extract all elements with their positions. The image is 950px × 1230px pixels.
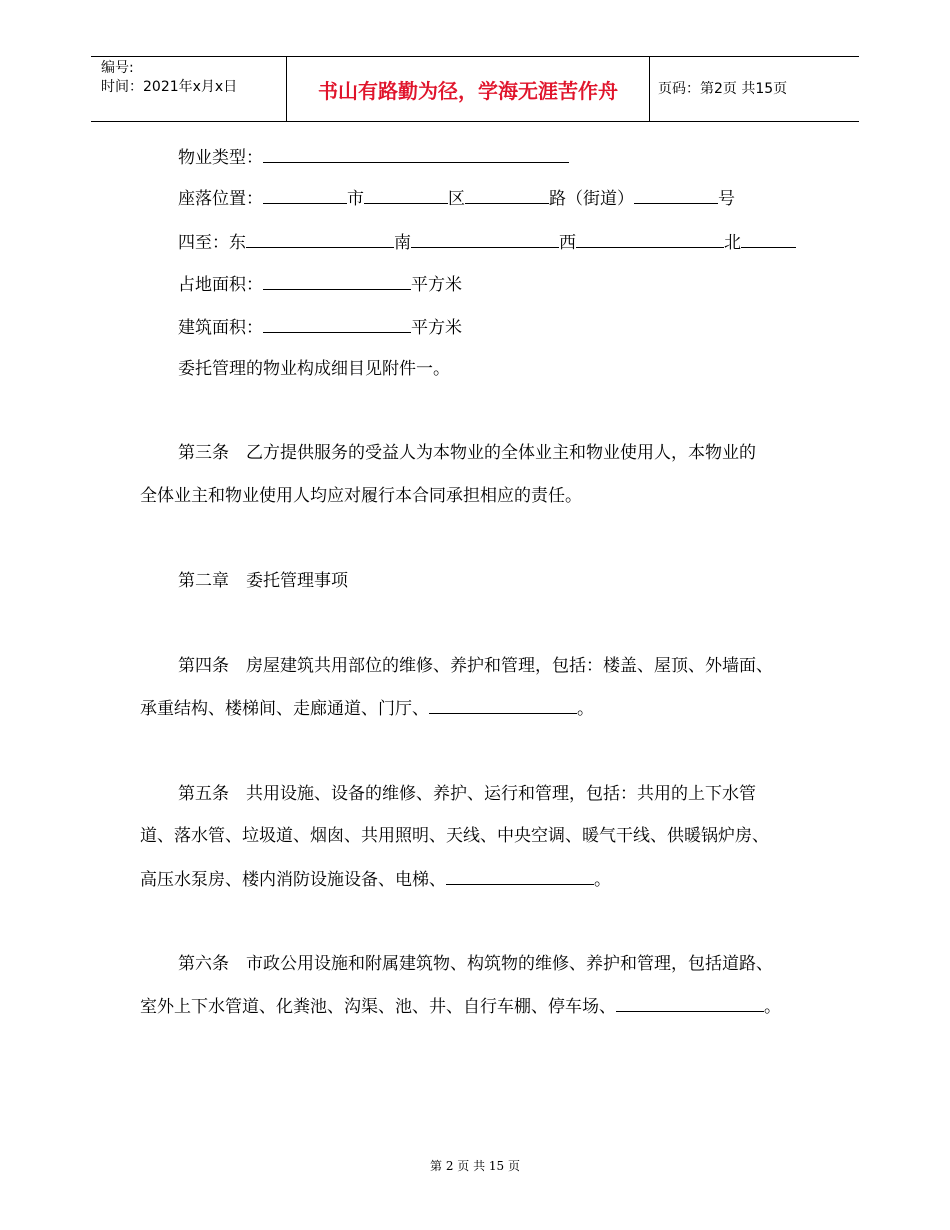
article6-blank[interactable] bbox=[616, 994, 764, 1012]
west-label: 西 bbox=[559, 233, 576, 253]
north-label: 北 bbox=[724, 233, 741, 253]
land-area-blank[interactable] bbox=[263, 272, 411, 290]
chapter2-heading: 第二章 委托管理事项 bbox=[178, 571, 348, 591]
header-top-rule bbox=[91, 56, 859, 57]
header-divider-right bbox=[649, 56, 650, 121]
article4-line1: 第四条 房屋建筑共用部位的维修、养护和管理，包括：楼盖、屋顶、外墙面、 bbox=[178, 656, 773, 676]
footer-page-number: 第 2 页 共 15 页 bbox=[430, 1159, 520, 1173]
article6-line2 bbox=[140, 994, 781, 1019]
article5-blank[interactable] bbox=[446, 867, 594, 885]
property-type-row bbox=[178, 145, 569, 170]
article5-line3 bbox=[140, 867, 611, 892]
boundaries-row bbox=[178, 230, 796, 255]
article5-line2: 道、落水管、垃圾道、烟囱、共用照明、天线、中央空调、暖气干线、供暖锅炉房、 bbox=[140, 826, 769, 846]
header-meta bbox=[101, 59, 237, 97]
location-row bbox=[178, 186, 735, 211]
article3-line2: 全体业主和物业使用人均应对履行本合同承担相应的责任。 bbox=[140, 486, 582, 506]
south-blank[interactable] bbox=[411, 230, 559, 248]
property-type-blank[interactable] bbox=[263, 145, 569, 163]
west-blank[interactable] bbox=[576, 230, 724, 248]
article4-line2-end: 。 bbox=[577, 699, 594, 719]
road-blank[interactable] bbox=[465, 186, 549, 204]
article4-line2 bbox=[140, 696, 594, 721]
city-label: 市 bbox=[347, 189, 364, 209]
city-blank[interactable] bbox=[263, 186, 347, 204]
land-area-label: 占地面积： bbox=[178, 275, 263, 295]
document-date-label: 时间：2021年x月x日 bbox=[101, 79, 238, 95]
header-bottom-rule bbox=[91, 121, 859, 122]
boundaries-label: 四至：东 bbox=[178, 233, 246, 253]
property-type-label: 物业类型： bbox=[178, 148, 263, 168]
header-page-label: 页码：第2页 共15页 bbox=[658, 81, 788, 97]
composition-note: 委托管理的物业构成细目见附件一。 bbox=[178, 359, 450, 379]
building-area-label: 建筑面积： bbox=[178, 318, 263, 338]
article6-line2-text: 室外上下水管道、化粪池、沟渠、池、井、自行车棚、停车场、 bbox=[140, 997, 616, 1017]
article5-line1: 第五条 共用设施、设备的维修、养护、运行和管理，包括：共用的上下水管 bbox=[178, 784, 756, 804]
district-label: 区 bbox=[448, 189, 465, 209]
north-blank[interactable] bbox=[741, 230, 796, 248]
article6-line2-end: 。 bbox=[764, 997, 781, 1017]
article4-line2-text: 承重结构、楼梯间、走廊通道、门厅、 bbox=[140, 699, 429, 719]
article4-blank[interactable] bbox=[429, 696, 577, 714]
south-label: 南 bbox=[394, 233, 411, 253]
land-area-unit: 平方米 bbox=[411, 275, 462, 295]
document-number-label: 编号: bbox=[101, 60, 134, 76]
number-suffix-label: 号 bbox=[718, 189, 735, 209]
header-motto: 书山有路勤为径，学海无涯苦作舟 bbox=[318, 79, 618, 103]
article5-line3-end: 。 bbox=[594, 870, 611, 890]
building-area-unit: 平方米 bbox=[411, 318, 462, 338]
building-area-row bbox=[178, 315, 462, 340]
location-label: 座落位置： bbox=[178, 189, 263, 209]
road-label: 路（街道） bbox=[549, 189, 634, 209]
article6-line1: 第六条 市政公用设施和附属建筑物、构筑物的维修、养护和管理，包括道路、 bbox=[178, 954, 773, 974]
article3-line1: 第三条 乙方提供服务的受益人为本物业的全体业主和物业使用人，本物业的 bbox=[178, 443, 756, 463]
article5-line3-text: 高压水泵房、楼内消防设施设备、电梯、 bbox=[140, 870, 446, 890]
land-area-row bbox=[178, 272, 462, 297]
east-blank[interactable] bbox=[246, 230, 394, 248]
house-number-blank[interactable] bbox=[634, 186, 718, 204]
district-blank[interactable] bbox=[364, 186, 448, 204]
building-area-blank[interactable] bbox=[263, 315, 411, 333]
